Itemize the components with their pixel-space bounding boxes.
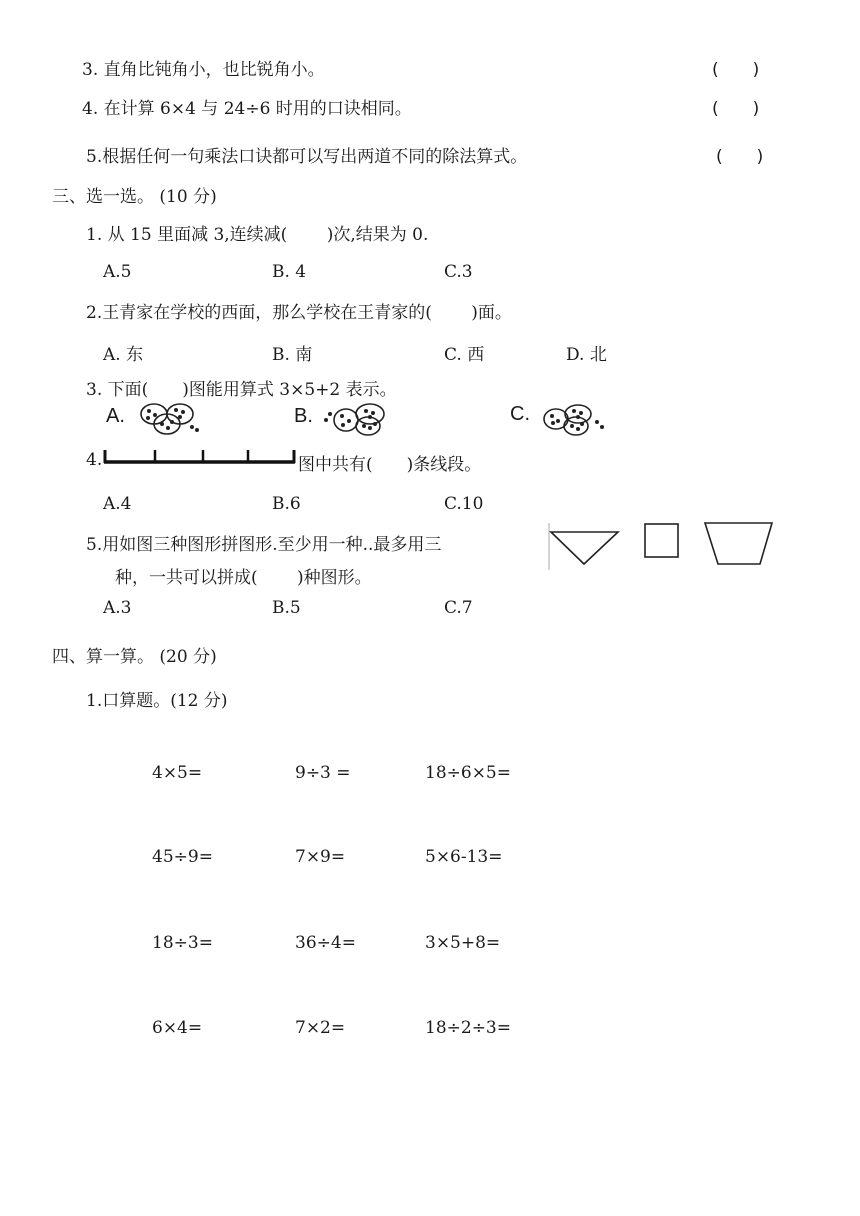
calc-r2-c3: 5×6-13=	[425, 847, 503, 867]
q4-option-a[interactable]: A.4	[103, 494, 132, 514]
calc-r4-c2: 7×2=	[295, 1018, 346, 1038]
q3-option-c-label[interactable]: C.	[510, 403, 530, 425]
line-segment-figure	[102, 448, 298, 466]
q2-option-d[interactable]: D. 北	[566, 345, 607, 365]
judge-item-4: 4. 在计算 6×4 与 24÷6 时用的口诀相同。	[82, 99, 412, 119]
answer-bracket-4[interactable]: ( )	[712, 99, 760, 119]
calc-r3-c2: 36÷4=	[295, 933, 356, 953]
q5-option-a[interactable]: A.3	[103, 598, 132, 618]
square-shape	[645, 524, 678, 557]
judge-item-3: 3. 直角比钝角小，也比锐角小。	[82, 60, 325, 80]
q2-option-a[interactable]: A. 东	[103, 345, 144, 365]
q4-option-b[interactable]: B.6	[272, 494, 301, 514]
q3-option-a-label[interactable]: A.	[106, 405, 125, 427]
q5-option-b[interactable]: B.5	[272, 598, 301, 618]
calc-r2-c2: 7×9=	[295, 847, 346, 867]
q3-option-c-dots-icon	[542, 402, 608, 436]
q2-option-b[interactable]: B. 南	[272, 345, 313, 365]
q4-text: 图中共有( )条线段。	[298, 455, 482, 475]
triangle-shape	[551, 532, 618, 564]
q3-option-a-dots-icon	[140, 402, 202, 436]
calc-r1-c3: 18÷6×5=	[425, 763, 511, 783]
calc-r1-c1: 4×5=	[152, 763, 203, 783]
q1-option-c[interactable]: C.3	[444, 262, 473, 282]
q1-option-a[interactable]: A.5	[103, 262, 132, 282]
q2-option-c[interactable]: C. 西	[444, 345, 485, 365]
q1-text: 1. 从 15 里面减 3,连续减( )次,结果为 0.	[86, 225, 429, 245]
q3-option-b-label[interactable]: B.	[294, 405, 313, 427]
calc-r3-c3: 3×5+8=	[425, 933, 501, 953]
calc-r4-c3: 18÷2÷3=	[425, 1018, 511, 1038]
section4-title: 四、算一算。 (20 分)	[52, 647, 217, 667]
q5-shapes-figure	[546, 518, 776, 574]
section3-title: 三、选一选。 (10 分)	[52, 187, 217, 207]
q2-text: 2.王青家在学校的西面，那么学校在王青家的( )面。	[86, 303, 512, 323]
q4-option-c[interactable]: C.10	[444, 494, 484, 514]
q5-text-line2: 种，一共可以拼成( )种图形。	[115, 568, 372, 588]
calc-r4-c1: 6×4=	[152, 1018, 203, 1038]
q5-option-c[interactable]: C.7	[444, 598, 473, 618]
judge-item-5: 5.根据任何一句乘法口诀都可以写出两道不同的除法算式。	[86, 147, 528, 167]
calc-r2-c1: 45÷9=	[152, 847, 213, 867]
trapezoid-shape	[705, 523, 772, 564]
q4-number: 4.	[86, 450, 103, 470]
oral-calc-subtitle: 1.口算题。(12 分)	[86, 691, 228, 711]
q5-text-line1: 5.用如图三种图形拼图形.至少用一种..最多用三	[86, 535, 442, 555]
q3-option-b-dots-icon	[322, 402, 388, 436]
answer-bracket-3[interactable]: ( )	[712, 60, 760, 80]
q1-option-b[interactable]: B. 4	[272, 262, 307, 282]
calc-r1-c2: 9÷3 =	[295, 763, 351, 783]
calc-r3-c1: 18÷3=	[152, 933, 213, 953]
answer-bracket-5[interactable]: ( )	[716, 147, 764, 167]
q3-text: 3. 下面( )图能用算式 3×5+2 表示。	[86, 380, 397, 400]
